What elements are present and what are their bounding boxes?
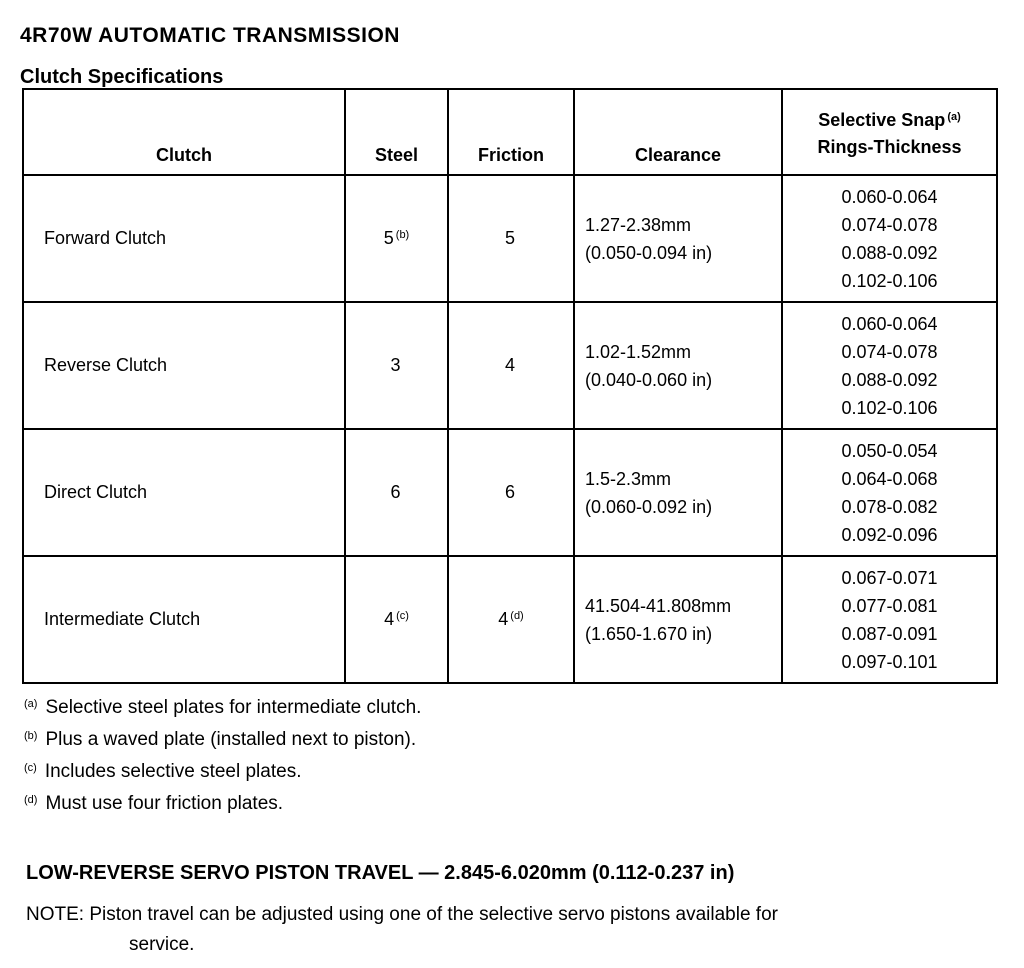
clearance-in: (0.050-0.094 in) — [585, 242, 713, 263]
header-friction: Friction — [448, 89, 574, 175]
clutch-name: Reverse Clutch — [23, 302, 345, 429]
steel-count: 4 $^{(c)}$ — [345, 556, 448, 683]
footnote — [24, 754, 421, 786]
note-line1: Piston travel can be adjusted using one of the selective servo pistons available for — [89, 904, 778, 925]
clearance-mm: 1.5-2.3mm — [585, 468, 672, 489]
snap-ring-sizes: 0.060-0.064 0.074-0.078 0.088-0.092 0.102-0.106 — [782, 175, 997, 302]
table-header-row — [23, 89, 997, 175]
footnotes — [24, 690, 421, 818]
steel-footnote-mark: (b) — [395, 229, 410, 241]
clearance-in: (1.650-1.670 in) — [585, 623, 713, 644]
friction-count: 5 — [448, 175, 574, 302]
snap-ring-sizes: 0.050-0.054 0.064-0.068 0.078-0.082 0.092-0.096 — [782, 429, 997, 556]
footnote-mark: (b) — [24, 730, 38, 742]
header-snap-line1: Selective Snap — [818, 109, 946, 130]
servo-piston-travel: LOW-REVERSE SERVO PISTON TRAVEL — 2.845-6.020mm (0.112-0.237 in) — [26, 862, 735, 884]
header-snap-line2: Rings-Thickness — [817, 136, 962, 157]
clearance — [574, 556, 782, 683]
footnote-mark: (c) — [24, 762, 37, 774]
snap-ring-sizes: 0.060-0.064 0.074-0.078 0.088-0.092 0.102-0.106 — [782, 302, 997, 429]
clutch-spec-table — [22, 88, 998, 684]
footnote-text: Must use four friction plates. — [45, 793, 284, 814]
clutch-name: Intermediate Clutch — [23, 556, 345, 683]
clearance — [574, 429, 782, 556]
steel-count: 3 — [345, 302, 448, 429]
clearance-mm: 1.02-1.52mm — [585, 341, 692, 362]
friction-count: 4 $^{(d)}$ — [448, 556, 574, 683]
footnote-text: Selective steel plates for intermediate clutch. — [45, 697, 422, 718]
table-row — [23, 302, 997, 429]
note-line2: service. — [129, 934, 195, 955]
clearance-in: (0.060-0.092 in) — [585, 496, 713, 517]
header-clearance: Clearance — [574, 89, 782, 175]
steel-footnote-mark: (c) — [396, 610, 409, 622]
friction-footnote-mark: (d) — [510, 610, 524, 622]
section-title: Clutch Specifications — [20, 66, 224, 88]
friction-count: 4 — [448, 302, 574, 429]
header-snap-rings — [782, 89, 997, 175]
clutch-name: Direct Clutch — [23, 429, 345, 556]
footnote — [24, 722, 421, 754]
clearance-mm: 1.27-2.38mm — [585, 214, 692, 235]
clearance — [574, 302, 782, 429]
table-row — [23, 556, 997, 683]
clearance-mm: 41.504-41.808mm — [585, 595, 732, 616]
clearance-in: (0.040-0.060 in) — [585, 369, 713, 390]
footnote-mark: (a) — [24, 698, 38, 710]
table-row — [23, 175, 997, 302]
footnote-mark: (d) — [24, 794, 38, 806]
header-snap-mark: (a) — [947, 110, 961, 123]
note-label: NOTE: — [26, 904, 85, 925]
footnote — [24, 786, 421, 818]
footnote — [24, 690, 421, 722]
steel-count: 5 $^{(b)}$ — [345, 175, 448, 302]
footnote-text: Plus a waved plate (installed next to piston). — [45, 729, 417, 750]
clutch-name: Forward Clutch — [23, 175, 345, 302]
header-clutch: Clutch — [23, 89, 345, 175]
clearance — [574, 175, 782, 302]
footnote-text: Includes selective steel plates. — [44, 761, 302, 782]
document-title: 4R70W AUTOMATIC TRANSMISSION — [20, 24, 400, 47]
table-row — [23, 429, 997, 556]
snap-ring-sizes: 0.067-0.071 0.077-0.081 0.087-0.091 0.097-0.101 — [782, 556, 997, 683]
steel-count: 6 — [345, 429, 448, 556]
friction-count: 6 — [448, 429, 574, 556]
header-steel: Steel — [345, 89, 448, 175]
note — [26, 900, 1001, 960]
